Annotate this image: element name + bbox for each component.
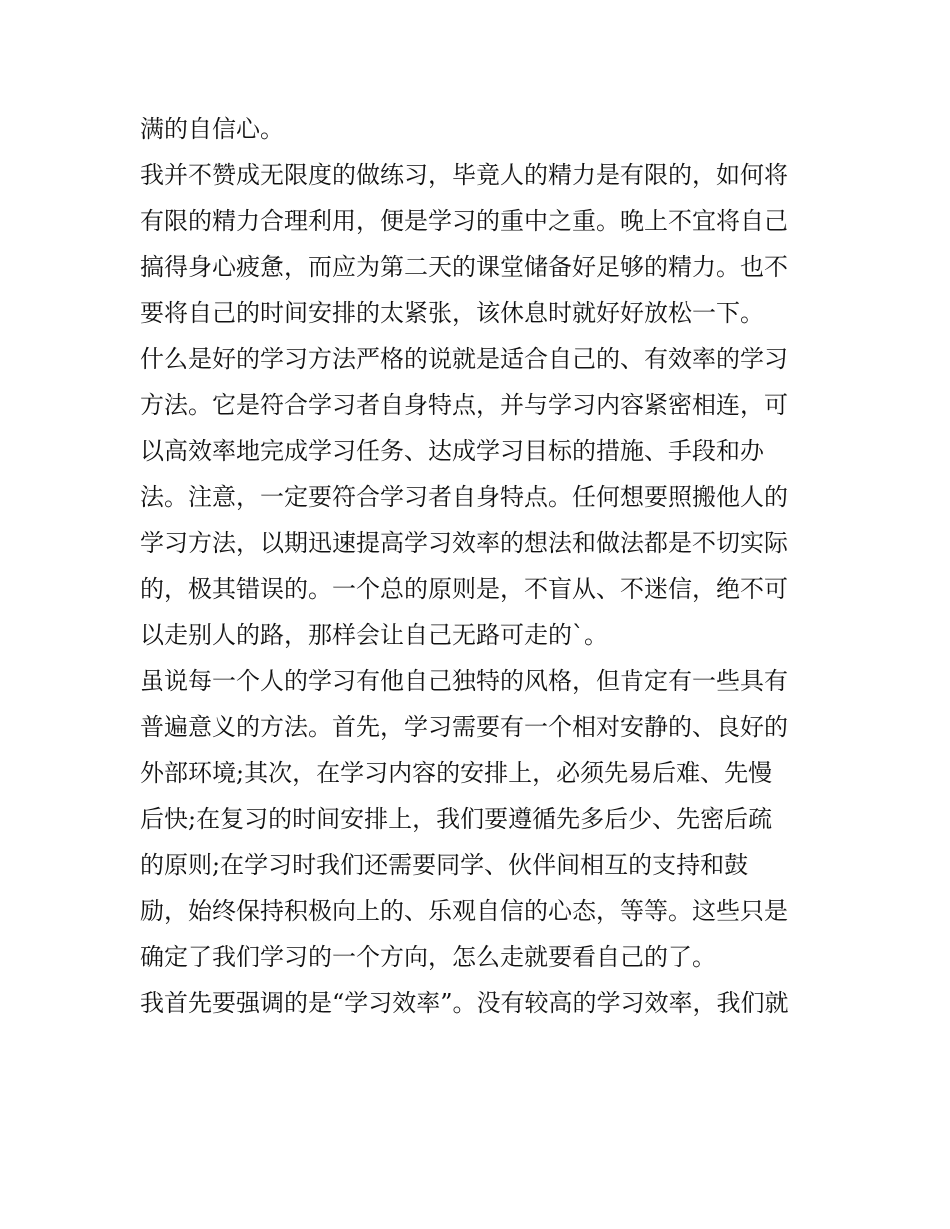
body-text	[140, 106, 820, 1026]
text-line: 以高效率地完成学习任务、达成学习目标的措施、手段和办	[140, 437, 764, 465]
text-line: 励，始终保持积极向上的、乐观自信的心态，等等。这些只是	[140, 897, 788, 925]
text-line: 我并不赞成无限度的做练习，毕竟人的精力是有限的，如何将	[140, 161, 788, 189]
text-line: 外部环境;其次，在学习内容的安排上，必须先易后难、先慢	[140, 759, 773, 787]
text-line: 的原则;在学习时我们还需要同学、伙伴间相互的支持和鼓	[140, 851, 749, 879]
text-line: 虽说每一个人的学习有他自己独特的风格，但肯定有一些具有	[140, 667, 788, 695]
text-line: 确定了我们学习的一个方向，怎么走就要看自己的了。	[140, 943, 716, 971]
text-line: 要将自己的时间安排的太紧张，该休息时就好好放松一下。	[140, 299, 764, 327]
text-line: 有限的精力合理利用，便是学习的重中之重。晚上不宜将自己	[140, 207, 788, 235]
text-line: 后快;在复习的时间安排上，我们要遵循先多后少、先密后疏	[140, 805, 773, 833]
text-line: 普遍意义的方法。首先，学习需要有一个相对安静的、良好的	[140, 713, 788, 741]
text-line: 学习方法，以期迅速提高学习效率的想法和做法都是不切实际	[140, 529, 788, 557]
text-line: 的，极其错误的。一个总的原则是，不盲从、不迷信，绝不可	[140, 575, 788, 603]
text-line: 搞得身心疲惫，而应为第二天的课堂储备好足够的精力。也不	[140, 253, 788, 281]
text-line: 方法。它是符合学习者自身特点，并与学习内容紧密相连，可	[140, 391, 788, 419]
text-line: 法。注意，一定要符合学习者自身特点。任何想要照搬他人的	[140, 483, 788, 511]
text-line: 以走别人的路，那样会让自己无路可走的`。	[140, 621, 608, 649]
text-line: 满的自信心。	[140, 115, 284, 143]
text-line: 我首先要强调的是“学习效率”。没有较高的学习效率，我们就	[140, 989, 789, 1017]
text-line: 什么是好的学习方法严格的说就是适合自己的、有效率的学习	[140, 345, 788, 373]
